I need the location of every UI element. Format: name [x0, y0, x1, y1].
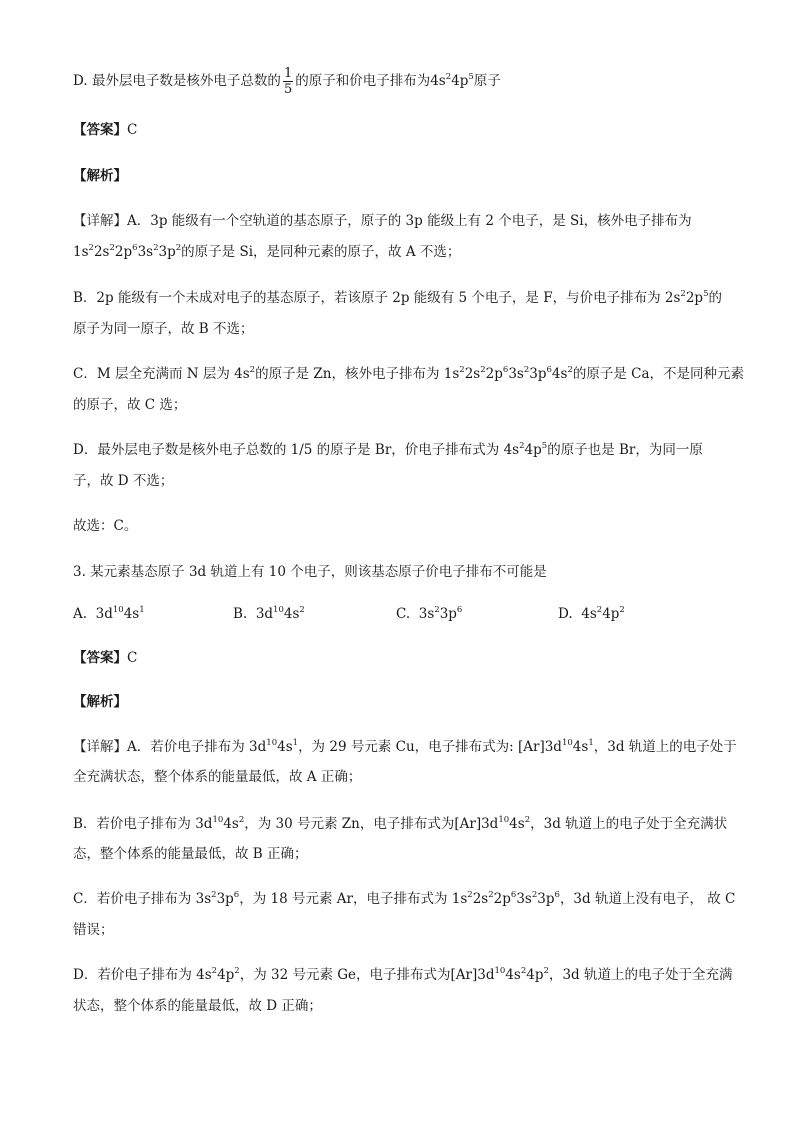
superscript: 2 — [680, 289, 686, 299]
config-term: 4s — [505, 967, 521, 983]
option-label: D. — [558, 606, 573, 622]
option-d — [558, 605, 625, 623]
sentence-text: 【详解】A．若价电子排布为 3d — [73, 739, 267, 755]
sentence-text: 的原子也是 Br，为同一原 — [547, 442, 703, 458]
config-term: 4s — [581, 606, 597, 622]
superscript: 2 — [238, 815, 245, 825]
config-term: 4s — [283, 606, 300, 622]
option-a — [73, 605, 145, 623]
option-text: 的原子和价电子排布为 — [295, 73, 431, 89]
superscript: 2 — [596, 605, 603, 615]
config-term: 2p — [485, 366, 503, 382]
option-b — [233, 605, 305, 623]
config-term: 2s — [93, 244, 110, 260]
sentence-text: 的原子是 Zn，核外电子排布为 — [255, 366, 444, 382]
superscript: 2 — [88, 243, 94, 253]
option-text: 最外层电子数是核外电子总数的 — [91, 73, 281, 89]
superscript: 6 — [554, 890, 560, 900]
superscript: 6 — [456, 605, 463, 615]
config-term: 3p — [529, 366, 547, 382]
detail2-b-line1 — [73, 815, 727, 833]
detail2-c-line1 — [73, 890, 735, 908]
config-term: 2s — [464, 366, 481, 382]
detail2-a-line2: 全充满状态，整个体系的能量最低，故 A 正确； — [73, 769, 362, 785]
superscript: 2 — [619, 605, 625, 615]
detail1-d-line2: 子，故 D 不选； — [73, 473, 174, 489]
detail1-d-line1 — [73, 441, 703, 459]
fraction-denominator: 5 — [283, 82, 293, 97]
superscript: 1 — [292, 738, 299, 748]
sentence-text: D．若价电子排布为 4s — [73, 967, 212, 983]
config-term: 3s — [516, 891, 532, 907]
config-term: 4s — [551, 366, 568, 382]
detail2-d-line2: 状态，整个体系的能量最低，故 D 正确； — [73, 998, 322, 1014]
superscript: 2 — [531, 890, 538, 900]
superscript: 2 — [434, 605, 440, 615]
superscript: 2 — [543, 966, 549, 976]
config-term: 1s — [443, 366, 460, 382]
config-term: 4s — [223, 816, 239, 832]
option-label: A. — [73, 606, 88, 622]
superscript: 10 — [112, 605, 124, 615]
answer-1 — [73, 121, 137, 139]
sentence-text: ，为 18 号元素 Ar，电子排布式为 1s — [239, 891, 468, 907]
superscript: 5 — [541, 441, 548, 451]
config-term: 3p — [439, 606, 457, 622]
superscript: 2 — [459, 365, 465, 375]
question-3-options — [73, 605, 723, 623]
detail2-a-line1 — [73, 738, 737, 756]
option-label: C. — [396, 606, 411, 622]
detail1-b-line1 — [73, 289, 722, 307]
config-term: 2p — [685, 290, 704, 306]
superscript: 10 — [266, 738, 278, 748]
superscript: 10 — [494, 966, 506, 976]
superscript: 10 — [212, 815, 224, 825]
config-term: 4s — [123, 606, 140, 622]
superscript: 2 — [234, 966, 240, 976]
analysis-tag-1: 【解析】 — [73, 168, 127, 184]
superscript: 2 — [524, 815, 531, 825]
superscript: 5 — [468, 72, 474, 82]
sentence-text: ，3d 轨道上的电子处于全充满状 — [530, 816, 728, 832]
superscript: 10 — [273, 605, 284, 615]
fraction — [283, 66, 293, 97]
sentence-text: ，3d 轨道上的电子处于 — [593, 739, 737, 755]
option-c — [396, 605, 462, 623]
config-term: 3s — [137, 244, 154, 260]
answer-tag: 【答案】 — [73, 650, 127, 666]
sentence-text: 的原子是 Ca，不是同种元素 — [572, 366, 745, 382]
detail2-d-line1 — [73, 966, 732, 984]
option-label: B. — [233, 606, 248, 622]
superscript: 6 — [510, 890, 517, 900]
answer-2 — [73, 649, 137, 667]
config-term: 3p — [158, 244, 176, 260]
config-term: 3p — [216, 891, 234, 907]
superscript: 2 — [519, 441, 525, 451]
config-term: 1s — [73, 244, 89, 260]
config-term: 4s — [503, 442, 520, 458]
detail1-a-line2 — [73, 243, 460, 261]
superscript: 2 — [467, 890, 473, 900]
config-term: 4p — [217, 967, 235, 983]
config-term: 2p — [493, 891, 511, 907]
superscript: 6 — [546, 365, 552, 375]
superscript: 10 — [498, 815, 510, 825]
superscript: 2 — [520, 966, 527, 976]
detail1-b-line2: 原子为同一原子，故 B 不选； — [73, 321, 254, 337]
config-term: 2s — [664, 290, 681, 306]
config-term: 4p — [602, 606, 620, 622]
sentence-text: ，为 30 号元素 Zn，电子排布式为[Ar]3d — [244, 816, 499, 832]
config-term: 2p — [114, 244, 133, 260]
config-term: 3d — [255, 606, 274, 622]
detail2-c-line2: 错误； — [73, 922, 114, 938]
detail2-b-line2: 态，整个体系的能量最低，故 B 正确； — [73, 846, 308, 862]
sentence-text: ，为 32 号元素 Ge，电子排布式为[Ar]3d — [239, 967, 495, 983]
prev-question-option-d — [73, 66, 501, 97]
detail1-conclusion: 故选：C。 — [73, 518, 138, 534]
superscript: 1 — [588, 738, 594, 748]
superscript: 2 — [109, 243, 115, 253]
answer-value: C — [127, 122, 138, 138]
sentence-text: D．最外层电子数是核外电子总数的 1/5 的原子是 Br，价电子排布式为 — [73, 442, 504, 458]
superscript: 2 — [445, 72, 452, 82]
superscript: 6 — [132, 243, 138, 253]
sentence-text: ，3d 轨道上没有电子， 故 C — [559, 891, 736, 907]
superscript: 2 — [488, 890, 494, 900]
sentence-text: C．若价电子排布为 3s — [73, 891, 212, 907]
superscript: 10 — [561, 738, 573, 748]
superscript: 6 — [502, 365, 509, 375]
superscript: 2 — [249, 365, 256, 375]
detail1-c-line2: 的原子，故 C 选； — [73, 397, 187, 413]
config-term: 4s — [572, 739, 589, 755]
config-term: 3d — [95, 606, 113, 622]
config-term: 4s — [430, 73, 446, 89]
superscript: 2 — [211, 890, 217, 900]
superscript: 2 — [153, 243, 159, 253]
detail1-c-line1 — [73, 365, 744, 383]
sentence-text: C．M 层全充满而 N 层为 4s — [73, 366, 250, 382]
option-label: D. — [73, 73, 88, 89]
sentence-text: B．若价电子排布为 3d — [73, 816, 213, 832]
config-term: 3s — [418, 606, 435, 622]
superscript: 2 — [175, 243, 182, 253]
sentence-text: 的原子是 Si，是同种元素的原子，故 A 不选； — [181, 244, 461, 260]
superscript: 2 — [523, 365, 530, 375]
superscript: 2 — [299, 605, 305, 615]
superscript: 5 — [703, 289, 709, 299]
superscript: 2 — [480, 365, 486, 375]
config-term: 4s — [509, 816, 525, 832]
answer-value: C — [127, 650, 138, 666]
config-term: 4p — [451, 73, 469, 89]
superscript: 1 — [139, 605, 145, 615]
sentence-text: ，3d 轨道上的电子处于全充满 — [548, 967, 733, 983]
sentence-text: ，为 29 号元素 Cu，电子排布式为: [Ar]3d — [298, 739, 562, 755]
analysis-tag-2: 【解析】 — [73, 694, 127, 710]
config-term: 4p — [524, 442, 542, 458]
sentence-text: 的 — [708, 290, 722, 306]
config-term: 4p — [526, 967, 544, 983]
sentence-text: B．2p 能级有一个未成对电子的基态原子，若该原子 2p 能级有 5 个电子，是 F，与价电子排布为 — [73, 290, 665, 306]
question-3-stem: 3. 某元素基态原子 3d 轨道上有 10 个电子，则该基态原子价电子排布不可能是 — [73, 564, 547, 580]
config-term: 4s — [277, 739, 293, 755]
config-term: 3s — [508, 366, 524, 382]
superscript: 6 — [233, 890, 240, 900]
detail1-a-line1: 【详解】A．3p 能级有一个空轨道的基态原子，原子的 3p 能级上有 2 个电子，是 Si，核外电子排布为 — [73, 213, 692, 229]
fraction-numerator: 1 — [283, 66, 293, 81]
superscript: 2 — [211, 966, 218, 976]
option-text: 原子 — [473, 73, 501, 89]
config-term: 3p — [537, 891, 555, 907]
answer-tag: 【答案】 — [73, 122, 127, 138]
superscript: 2 — [567, 365, 573, 375]
config-term: 2s — [472, 891, 489, 907]
